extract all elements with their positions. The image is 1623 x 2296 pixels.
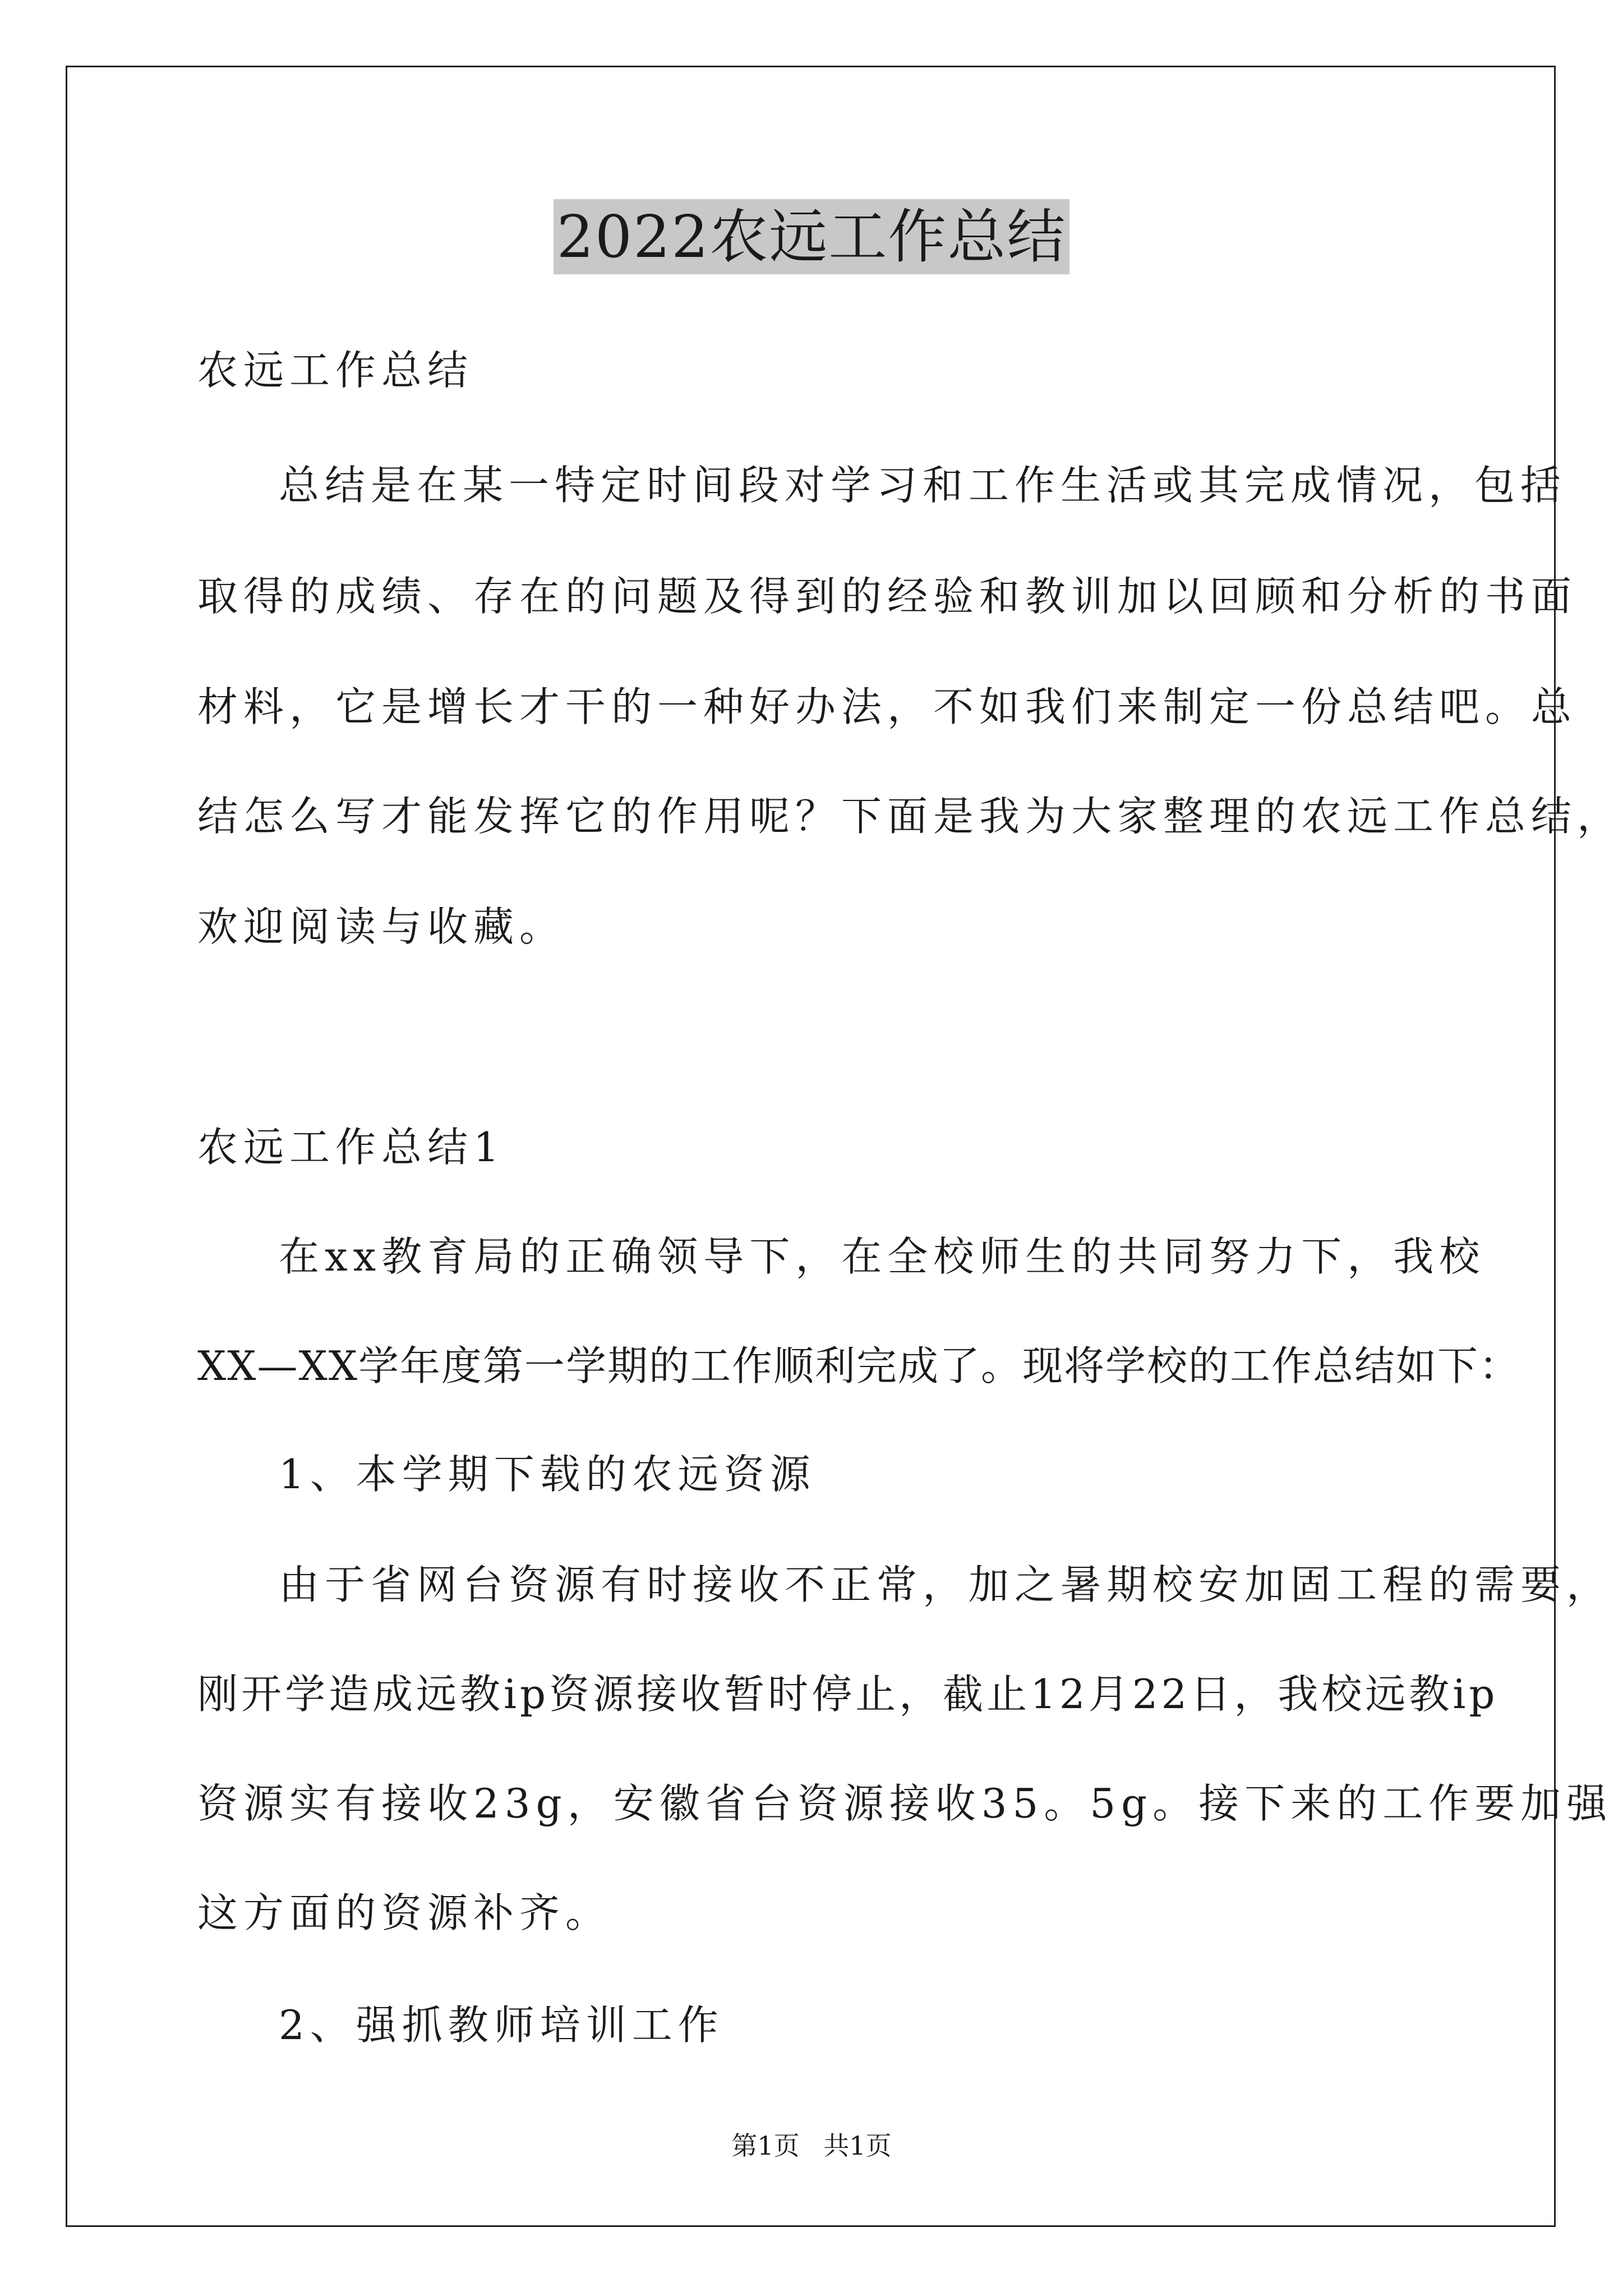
title-container [0, 199, 1623, 274]
paragraph-line: 资源实有接收23g，安徽省台资源接收35。5g。接下来的工作要加强 [197, 1780, 1613, 1827]
page-number: 第1页 [731, 2131, 800, 2161]
paragraph-line: 刚开学造成远教ip资源接收暂时停止，截止12月22日，我校远教ip [197, 1671, 1498, 1718]
paragraph-line: 在xx教育局的正确领导下，在全校师生的共同努力下，我校 [279, 1233, 1486, 1280]
paragraph-line: 欢迎阅读与收藏。 [197, 903, 566, 950]
page-footer [0, 2129, 1623, 2162]
paragraph-line: 结怎么写才能发挥它的作用呢？下面是我为大家整理的农远工作总结， [197, 793, 1623, 840]
page-total: 共1页 [823, 2131, 892, 2161]
paragraph-line: 总结是在某一特定时间段对学习和工作生活或其完成情况，包括 [279, 462, 1567, 509]
paragraph-line: 材料，它是增长才干的一种好办法，不如我们来制定一份总结吧。总 [197, 683, 1578, 730]
paragraph-line: 取得的成绩、存在的问题及得到的经验和教训加以回顾和分析的书面 [197, 573, 1578, 620]
section-heading-intro: 农远工作总结 [197, 347, 474, 394]
subheading-1: 1、本学期下载的农远资源 [279, 1451, 816, 1498]
document-title: 2022农远工作总结 [554, 199, 1070, 274]
section-heading-1: 农远工作总结1 [197, 1124, 505, 1171]
paragraph-line: XX—XX学年度第一学期的工作顺利完成了。现将学校的工作总结如下： [197, 1342, 1521, 1389]
paragraph-line: 这方面的资源补齐。 [197, 1889, 612, 1936]
subheading-2: 2、强抓教师培训工作 [279, 2001, 724, 2049]
paragraph-line: 由于省网台资源有时接收不正常，加之暑期校安加固工程的需要， [279, 1561, 1613, 1608]
